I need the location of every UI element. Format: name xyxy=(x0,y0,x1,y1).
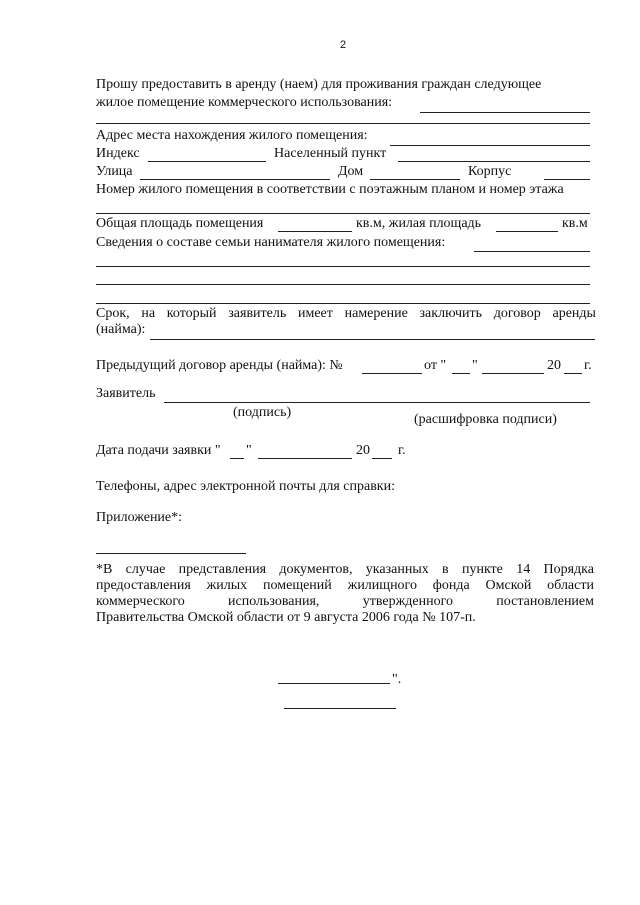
building-field[interactable] xyxy=(544,179,590,180)
applicant-field[interactable] xyxy=(164,402,590,403)
family-field-line-2[interactable] xyxy=(96,266,590,267)
family-field[interactable] xyxy=(474,251,590,252)
family-field-line-4[interactable] xyxy=(96,303,590,304)
locality-label: Населенный пункт xyxy=(274,146,387,161)
term-field[interactable] xyxy=(150,339,595,340)
previous-contract-label: Предыдущий договор аренды (найма): № xyxy=(96,358,343,373)
previous-contract-from: от " xyxy=(424,358,447,373)
previous-contract-quote: " xyxy=(472,358,478,373)
room-number-field[interactable] xyxy=(96,213,590,214)
street-field[interactable] xyxy=(140,179,330,180)
building-label: Корпус xyxy=(468,164,512,179)
house-field[interactable] xyxy=(370,179,460,180)
living-area-field[interactable] xyxy=(496,231,558,232)
intro-line-1: Прошу предоставить в аренду (наем) для проживания граждан следующее xyxy=(96,77,542,92)
room-number-label: Номер жилого помещения в соответствии с поэтажным планом и номер этажа xyxy=(96,182,564,197)
previous-contract-number-field[interactable] xyxy=(362,373,422,374)
previous-contract-month-field[interactable] xyxy=(482,373,544,374)
closing-line-2 xyxy=(284,708,396,709)
family-label: Сведения о составе семьи нанимателя жилого помещения: xyxy=(96,235,446,250)
total-area-label: Общая площадь помещения xyxy=(96,216,264,231)
phones-label: Телефоны, адрес электронной почты для справки: xyxy=(96,479,395,494)
decoding-caption: (расшифровка подписи) xyxy=(414,412,557,427)
living-area-unit: кв.м xyxy=(562,216,588,231)
date-year: 20 xyxy=(356,443,370,458)
footnote-separator xyxy=(96,553,246,554)
address-field[interactable] xyxy=(390,145,590,146)
previous-contract-year: 20 xyxy=(547,358,561,373)
family-field-line-3[interactable] xyxy=(96,284,590,285)
footnote-line-1: *В случае представления документов, указанных в пункте 14 Порядка xyxy=(96,562,594,577)
address-label: Адрес места нахождения жилого помещения: xyxy=(96,128,368,143)
intro-line-2: жилое помещение коммерческого использования: xyxy=(96,95,393,110)
term-line-2: (найма): xyxy=(96,322,146,337)
housing-type-field[interactable] xyxy=(420,112,590,113)
date-label: Дата подачи заявки " xyxy=(96,443,221,458)
footnote-line-3: коммерческого использования, утвержденного постановлением xyxy=(96,594,594,609)
date-month-field[interactable] xyxy=(258,458,352,459)
page-number: 2 xyxy=(340,39,347,51)
previous-contract-day-field[interactable] xyxy=(452,373,470,374)
date-quote: " xyxy=(246,443,252,458)
attachment-label: Приложение*: xyxy=(96,510,183,525)
date-day-field[interactable] xyxy=(230,458,244,459)
index-field[interactable] xyxy=(148,161,266,162)
total-area-field[interactable] xyxy=(278,231,352,232)
closing-quote: ". xyxy=(392,672,402,687)
previous-contract-year-field[interactable] xyxy=(564,373,582,374)
date-year-field[interactable] xyxy=(372,458,392,459)
previous-contract-year-suffix: г. xyxy=(584,358,592,373)
date-year-suffix: г. xyxy=(398,443,406,458)
house-label: Дом xyxy=(338,164,364,179)
closing-line-1 xyxy=(278,683,390,684)
term-line-1: Срок, на который заявитель имеет намерение заключить договор аренды xyxy=(96,306,596,321)
index-label: Индекс xyxy=(96,146,140,161)
housing-type-field-cont[interactable] xyxy=(96,123,590,124)
footnote-line-4: Правительства Омской области от 9 августа 2006 года № 107-п. xyxy=(96,610,476,625)
locality-field[interactable] xyxy=(398,161,590,162)
street-label: Улица xyxy=(96,164,133,179)
signature-caption: (подпись) xyxy=(233,405,292,420)
footnote-line-2: предоставления жилых помещений жилищного фонда Омской области xyxy=(96,578,594,593)
living-area-label: кв.м, жилая площадь xyxy=(356,216,482,231)
applicant-label: Заявитель xyxy=(96,386,156,401)
